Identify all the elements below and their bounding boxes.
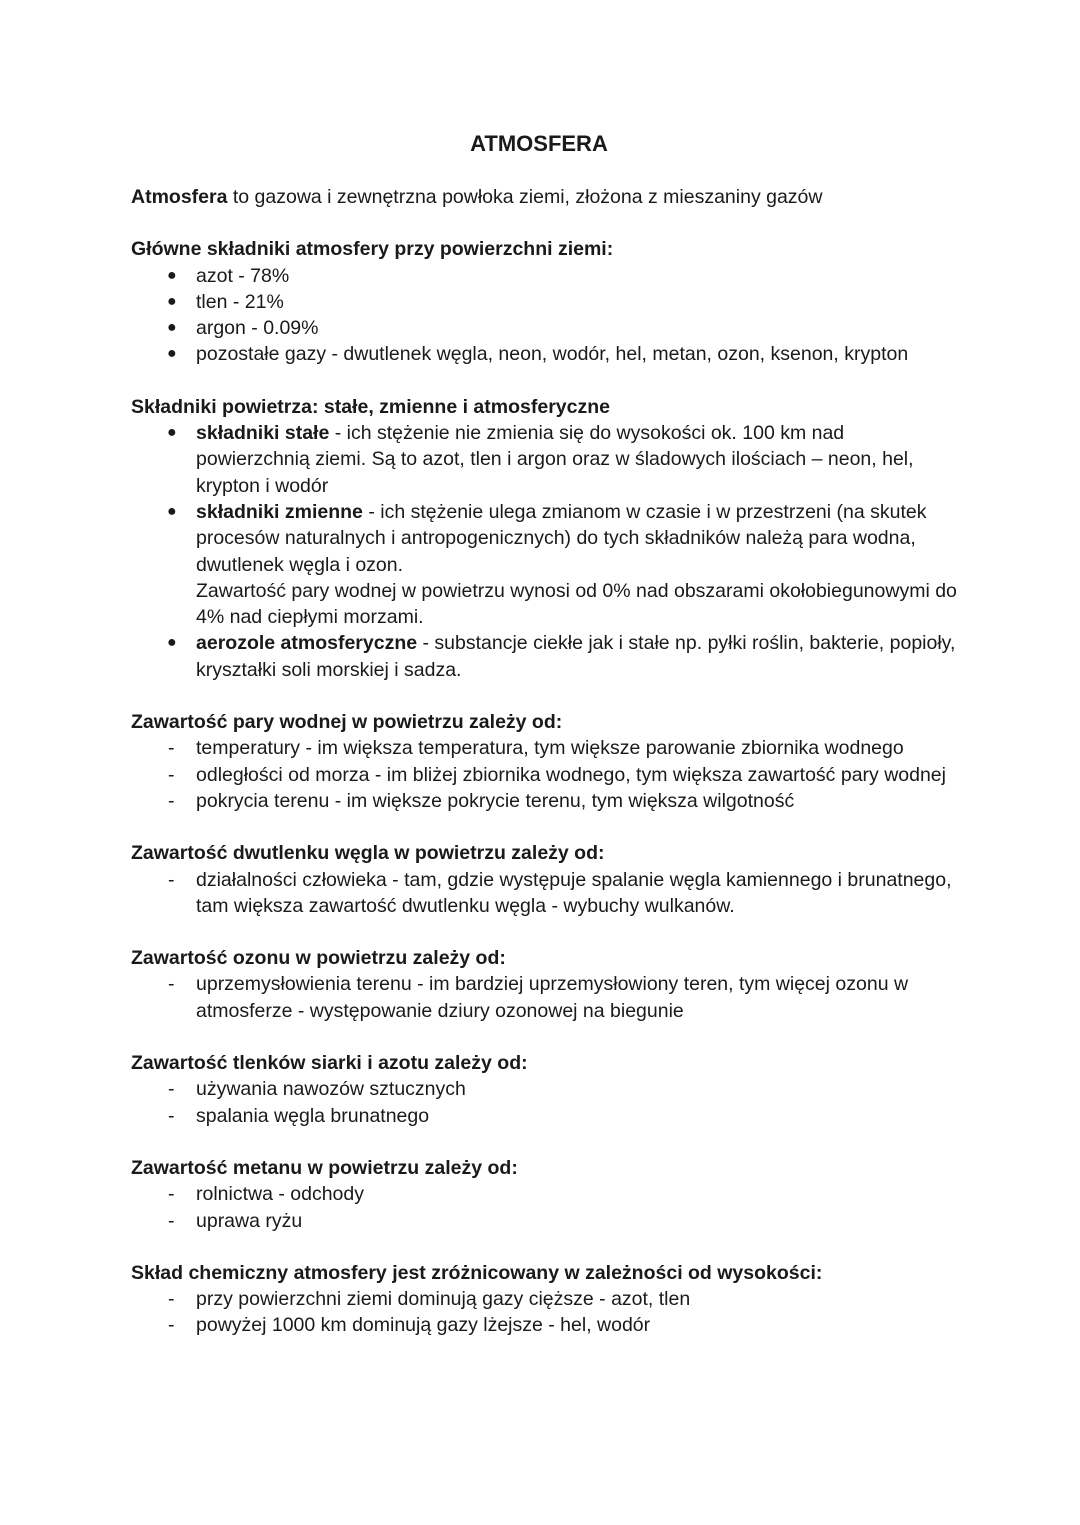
bullet-icon: ● xyxy=(167,634,177,652)
list-item xyxy=(131,341,961,367)
list-item xyxy=(131,762,961,788)
section-composition xyxy=(131,1260,961,1339)
list-item xyxy=(131,630,961,683)
document-page xyxy=(131,128,961,1365)
section-heading: Główne składniki atmosfery przy powierzchni ziemi: xyxy=(131,238,614,261)
list-item-text: przy powierzchni ziemi dominują gazy cięższe - azot, tlen xyxy=(196,1288,691,1311)
list-item xyxy=(131,1103,961,1129)
document-title: ATMOSFERA xyxy=(470,131,608,156)
dash-icon: - xyxy=(168,1183,175,1206)
dash-icon: - xyxy=(168,1078,175,1101)
section-methane xyxy=(131,1155,961,1234)
section-sulfur-nitrogen xyxy=(131,1050,961,1129)
dash-list xyxy=(131,971,961,1024)
list-item-text: tlen - 21% xyxy=(196,290,284,313)
section-air-components xyxy=(131,394,961,683)
list-item xyxy=(131,1208,961,1234)
section-heading: Zawartość tlenków siarki i azotu zależy od: xyxy=(131,1052,528,1075)
dash-icon: - xyxy=(168,868,175,891)
list-item-term: składniki stałe xyxy=(196,422,330,445)
section-heading: Skład chemiczny atmosfery jest zróżnicowany w zależności od wysokości: xyxy=(131,1261,823,1284)
list-item-extra: Zawartość pary wodnej w powietrzu wynosi od 0% nad obszarami okołobiegunowymi do 4% nad ciepłymi morzami. xyxy=(196,579,957,629)
list-item-text: używania nawozów sztucznych xyxy=(196,1078,466,1101)
section-water-vapor xyxy=(131,709,961,814)
section-heading: Zawartość dwutlenku węgla w powietrzu zależy od: xyxy=(131,842,605,865)
dash-icon: - xyxy=(168,973,175,996)
dash-list xyxy=(131,735,961,814)
list-item xyxy=(131,971,961,1024)
list-item xyxy=(131,1286,961,1312)
list-item xyxy=(131,1312,961,1338)
list-item-text: temperatury - im większa temperatura, tym większe parowanie zbiornika wodnego xyxy=(196,737,904,760)
bullet-icon: ● xyxy=(167,292,177,310)
list-item-text: uprawa ryżu xyxy=(196,1209,303,1232)
list-item xyxy=(131,1181,961,1207)
bullet-list xyxy=(131,420,961,683)
list-item-text: - substancje ciekłe jak i stałe np. pyłki roślin, bakterie, popioły, kryształki soli morskiej i sadza. xyxy=(196,632,956,681)
list-item-term: składniki zmienne xyxy=(196,500,363,523)
list-item-text: uprzemysłowienia terenu - im bardziej uprzemysłowiony teren, tym więcej ozonu w atmosferze - występowanie dziury ozonowej na biegunie xyxy=(196,973,909,1022)
section-heading: Zawartość ozonu w powietrzu zależy od: xyxy=(131,947,506,970)
list-item xyxy=(131,420,961,499)
list-item-text: - ich stężenie nie zmienia się do wysokości ok. 100 km nad powierzchnią ziemi. Są to azot, tlen i argon oraz w śladowych ilościach – neon, hel, krypton i wodór xyxy=(196,422,914,497)
intro-term: Atmosfera xyxy=(131,186,228,208)
list-item xyxy=(131,788,961,814)
dash-list xyxy=(131,1286,961,1339)
list-item xyxy=(131,263,961,289)
dash-icon: - xyxy=(168,789,175,812)
bullet-icon: ● xyxy=(167,424,177,442)
dash-icon: - xyxy=(168,1104,175,1127)
bullet-icon: ● xyxy=(167,502,177,520)
list-item-text: odległości od morza - im bliżej zbiornika wodnego, tym większa zawartość pary wodnej xyxy=(196,763,946,786)
dash-icon: - xyxy=(168,1209,175,1232)
list-item-text: pokrycia terenu - im większe pokrycie terenu, tym większa wilgotność xyxy=(196,789,795,812)
list-item xyxy=(131,1076,961,1102)
list-item-text: działalności człowieka - tam, gdzie występuje spalanie węgla kamiennego i brunatnego, tam większa zawartość dwutlenku węgla - wybuchy wulkanów. xyxy=(196,868,952,917)
section-heading: Zawartość metanu w powietrzu zależy od: xyxy=(131,1156,518,1179)
list-item-text: powyżej 1000 km dominują gazy lżejsze - hel, wodór xyxy=(196,1314,651,1337)
bullet-icon: ● xyxy=(167,345,177,363)
list-item-term: aerozole atmosferyczne xyxy=(196,632,418,655)
dash-icon: - xyxy=(168,1314,175,1337)
dash-list xyxy=(131,1076,961,1129)
dash-list xyxy=(131,1181,961,1234)
dash-list xyxy=(131,867,961,920)
list-item xyxy=(131,289,961,315)
list-item xyxy=(131,315,961,341)
intro-paragraph xyxy=(131,184,961,210)
list-item-text: spalania węgla brunatnego xyxy=(196,1104,430,1127)
list-item-text: pozostałe gazy - dwutlenek węgla, neon, wodór, hel, metan, ozon, ksenon, krypton xyxy=(196,343,909,366)
list-item xyxy=(131,735,961,761)
dash-icon: - xyxy=(168,763,175,786)
section-main-components xyxy=(131,236,961,367)
list-item-text: - ich stężenie ulega zmianom w czasie i w przestrzeni (na skutek procesów naturalnych i antropogenicznych) do tych składników należą para wodna, dwutlenek węgla i ozon. xyxy=(196,500,927,576)
list-item-text: rolnictwa - odchody xyxy=(196,1183,364,1206)
list-item xyxy=(131,499,961,630)
list-item-text: argon - 0.09% xyxy=(196,317,319,340)
dash-icon: - xyxy=(168,737,175,760)
bullet-list xyxy=(131,263,961,368)
section-ozone xyxy=(131,945,961,1024)
list-item-text: azot - 78% xyxy=(196,264,290,287)
section-heading: Składniki powietrza: stałe, zmienne i atmosferyczne xyxy=(131,395,610,418)
dash-icon: - xyxy=(168,1288,175,1311)
intro-text: to gazowa i zewnętrzna powłoka ziemi, złożona z mieszaniny gazów xyxy=(227,186,823,208)
list-item xyxy=(131,867,961,920)
bullet-icon: ● xyxy=(167,266,177,284)
section-heading: Zawartość pary wodnej w powietrzu zależy od: xyxy=(131,711,563,734)
section-co2 xyxy=(131,840,961,919)
bullet-icon: ● xyxy=(167,319,177,337)
